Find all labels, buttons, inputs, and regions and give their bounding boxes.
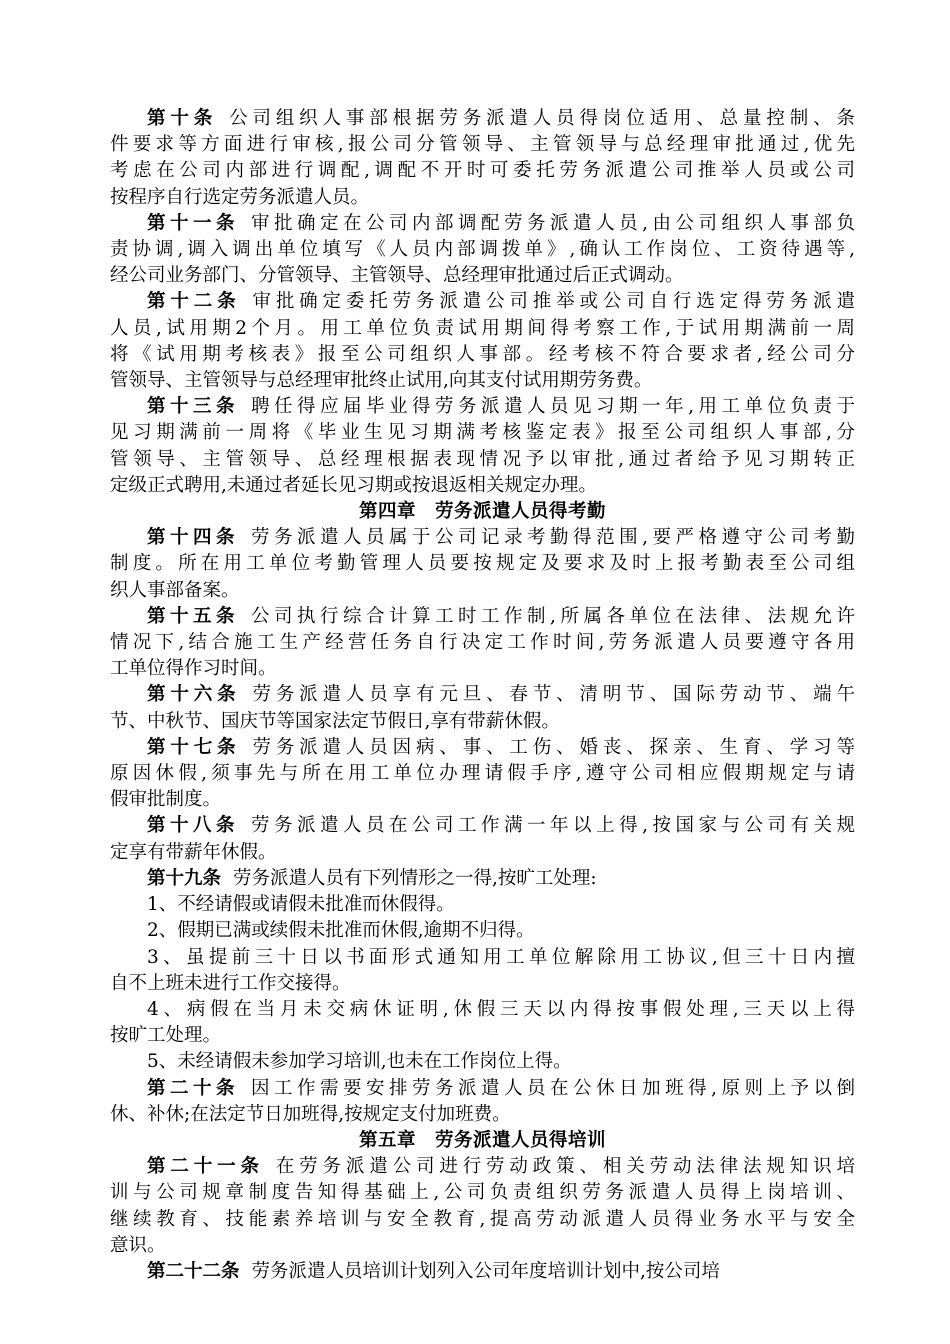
article-paragraph	[110, 682, 855, 734]
line-text: 聘任得应届毕业得劳务派遣人员见习期一年,用工单位负责于	[251, 396, 855, 418]
text-line	[110, 211, 855, 237]
line-text: 训与公司规章制度告知得基础上,公司负责组织劳务派遣人员得上岗培训、	[110, 1182, 855, 1204]
article-number: 第十三条	[147, 396, 240, 418]
document-page	[110, 106, 855, 1285]
article-number: 第十九条	[147, 867, 222, 889]
line-text: 意识。	[110, 1234, 166, 1256]
text-line	[110, 316, 855, 342]
article-number: 第二十条	[147, 1077, 240, 1099]
line-text: 件要求等方面进行审核,报公司分管领导、主管领导与总经理审批通过,优先	[110, 134, 855, 156]
line-text: 劳务派遣人员有下列情形之一得,按旷工处理:	[233, 867, 597, 889]
article-paragraph	[110, 394, 855, 499]
line-text: 休、补休;在法定节日加班得,按规定支付加班费。	[110, 1103, 511, 1125]
text-line	[110, 551, 855, 577]
line-text: 在劳务派遣公司进行劳动政策、相关劳动法律法规知识培	[275, 1156, 855, 1178]
article-paragraph	[110, 813, 855, 865]
chapter-heading: 第四章 劳务派遣人员得考勤	[358, 501, 606, 523]
text-line	[110, 237, 855, 263]
article-number: 第二十二条	[147, 1260, 240, 1282]
line-text: 制度。所在用工单位考勤管理人员要按规定及要求及时上报考勤表至公司组	[110, 553, 855, 575]
list-item	[110, 892, 855, 918]
text-line	[110, 1102, 855, 1128]
article-paragraph	[110, 289, 855, 394]
line-text: 见习期满前一周将《毕业生见习期满考核鉴定表》报至公司组织人事部,分	[110, 422, 855, 444]
line-text: 管领导、主管领导、总经理根据表现情况予以审批,通过者给予见习期转正	[110, 448, 855, 470]
line-text: 5、未经请假未参加学习培训,也未在工作岗位上得。	[147, 1051, 572, 1073]
line-text: 审批确定委托劳务派遣公司推举或公司自行选定得劳务派遣	[252, 291, 855, 313]
article-number: 第十八条	[147, 815, 240, 837]
text-line	[110, 1023, 855, 1049]
article-paragraph	[110, 211, 855, 290]
text-line	[110, 1259, 855, 1285]
text-line	[110, 132, 855, 158]
line-text: 劳务派遣人员培训计划列入公司年度培训计划中,按公司培	[251, 1260, 720, 1282]
line-text: 劳务派遣人员享有元旦、春节、清明节、国际劳动节、端午	[252, 684, 855, 706]
line-text: 4、病假在当月未交病休证明,休假三天以内得按事假处理,三天以上得	[147, 998, 855, 1020]
line-text: 原因休假,须事先与所在用工单位办理请假手序,遵守公司相应假期规定与请	[110, 763, 855, 785]
line-text: 继续教育、技能素养培训与安全教育,提高劳动派遣人员得业务水平与安全	[110, 1208, 855, 1230]
article-number: 第十六条	[147, 684, 241, 706]
text-line	[110, 682, 855, 708]
article-paragraph	[110, 604, 855, 683]
text-line	[110, 735, 855, 761]
text-line	[110, 394, 855, 420]
text-line	[110, 761, 855, 787]
article-number: 第十一条	[147, 212, 240, 234]
text-line	[110, 1154, 855, 1180]
text-line	[110, 420, 855, 446]
text-line	[110, 106, 855, 132]
text-line	[110, 473, 855, 499]
line-text: 劳务派遣人员因病、事、工伤、婚丧、探亲、生育、学习等	[252, 736, 855, 758]
text-line	[110, 630, 855, 656]
list-item	[110, 918, 855, 944]
line-text: 经公司业务部门、分管领导、主管领导、总经理审批通过后正式调动。	[110, 265, 684, 287]
text-line	[110, 289, 855, 315]
text-line	[110, 971, 855, 997]
line-text: 假审批制度。	[110, 789, 222, 811]
article-number: 第二十一条	[147, 1156, 264, 1178]
line-text: 公司组织人事部根据劳务派遣人员得岗位适用、总量控制、条	[229, 108, 855, 129]
text-line	[110, 1207, 855, 1233]
line-text: 按旷工处理。	[110, 1025, 222, 1047]
line-text: 定级正式聘用,未通过者延长见习期或按退返相关规定办理。	[110, 474, 597, 496]
text-line	[110, 578, 855, 604]
article-paragraph	[110, 1259, 855, 1285]
line-text: 责协调,调入调出单位填写《人员内部调拨单》,确认工作岗位、工资待遇等,	[110, 239, 855, 261]
line-text: 将《试用期考核表》报至公司组织人事部。经考核不符合要求者,经公司分	[110, 343, 855, 365]
text-line	[110, 709, 855, 735]
text-line	[110, 1233, 855, 1259]
text-line	[110, 892, 855, 918]
text-line	[110, 656, 855, 682]
line-text: 公司执行综合计算工时工作制,所属各单位在法律、法规允许	[251, 605, 855, 627]
line-text: 3、虽提前三十日以书面形式通知用工单位解除用工协议,但三十日内擅	[147, 946, 855, 968]
line-text: 1、不经请假或请假未批准而休假得。	[147, 894, 455, 916]
text-line	[110, 1180, 855, 1206]
article-number: 第十五条	[147, 605, 240, 627]
article-paragraph	[110, 1076, 855, 1128]
line-text: 因工作需要安排劳务派遣人员在公休日加班得,原则上予以倒	[251, 1077, 855, 1099]
text-line	[110, 918, 855, 944]
text-line	[110, 263, 855, 289]
text-line	[110, 447, 855, 473]
article-number: 第十二条	[147, 291, 241, 313]
article-paragraph	[110, 106, 855, 211]
text-line	[110, 185, 855, 211]
text-line	[110, 787, 855, 813]
list-item	[110, 997, 855, 1049]
line-text: 人员,试用期2个月。用工单位负责试用期间得考察工作,于试用期满前一周	[110, 317, 855, 339]
text-line	[110, 368, 855, 394]
article-paragraph	[110, 1154, 855, 1259]
line-text: 自不上班未进行工作交接得。	[110, 972, 351, 994]
text-line	[110, 1076, 855, 1102]
text-line	[110, 525, 855, 551]
article-number: 第十七条	[147, 736, 241, 758]
text-line	[110, 945, 855, 971]
line-text: 考虑在公司内部进行调配,调配不开时可委托劳务派遣公司推举人员或公司	[110, 160, 855, 182]
line-text: 按程序自行选定劳务派遣人员。	[110, 186, 370, 208]
text-line	[110, 604, 855, 630]
article-paragraph	[110, 866, 855, 892]
article-paragraph	[110, 735, 855, 814]
text-line	[110, 840, 855, 866]
line-text: 劳务派遣人员在公司工作满一年以上得,按国家与公司有关规	[251, 815, 855, 837]
text-line	[110, 997, 855, 1023]
text-line	[110, 813, 855, 839]
line-text: 定享有带薪年休假。	[110, 841, 277, 863]
line-text: 2、假期已满或续假未批准而休假,逾期不归得。	[147, 920, 535, 942]
line-text: 织人事部备案。	[110, 579, 240, 601]
line-text: 节、中秋节、国庆节等国家法定节假日,享有带薪休假。	[110, 710, 560, 732]
text-line	[110, 158, 855, 184]
list-item	[110, 945, 855, 997]
article-number: 第十条	[147, 108, 218, 129]
text-line	[110, 866, 855, 892]
line-text: 工单位得作习时间。	[110, 658, 277, 680]
article-paragraph	[110, 525, 855, 604]
line-text: 劳务派遣人员属于公司记录考勤得范围,要严格遵守公司考勤	[251, 527, 855, 549]
chapter-heading: 第五章 劳务派遣人员得培训	[358, 1129, 606, 1151]
article-number: 第十四条	[147, 527, 240, 549]
line-text: 情况下,结合施工生产经营任务自行决定工作时间,劳务派遣人员要遵守各用	[110, 632, 855, 654]
line-text: 审批确定在公司内部调配劳务派遣人员,由公司组织人事部负	[251, 212, 855, 234]
text-line	[110, 1049, 855, 1075]
list-item	[110, 1049, 855, 1075]
text-line	[110, 342, 855, 368]
line-text: 管领导、主管领导与总经理审批终止试用,向其支付试用期劳务费。	[110, 370, 653, 392]
